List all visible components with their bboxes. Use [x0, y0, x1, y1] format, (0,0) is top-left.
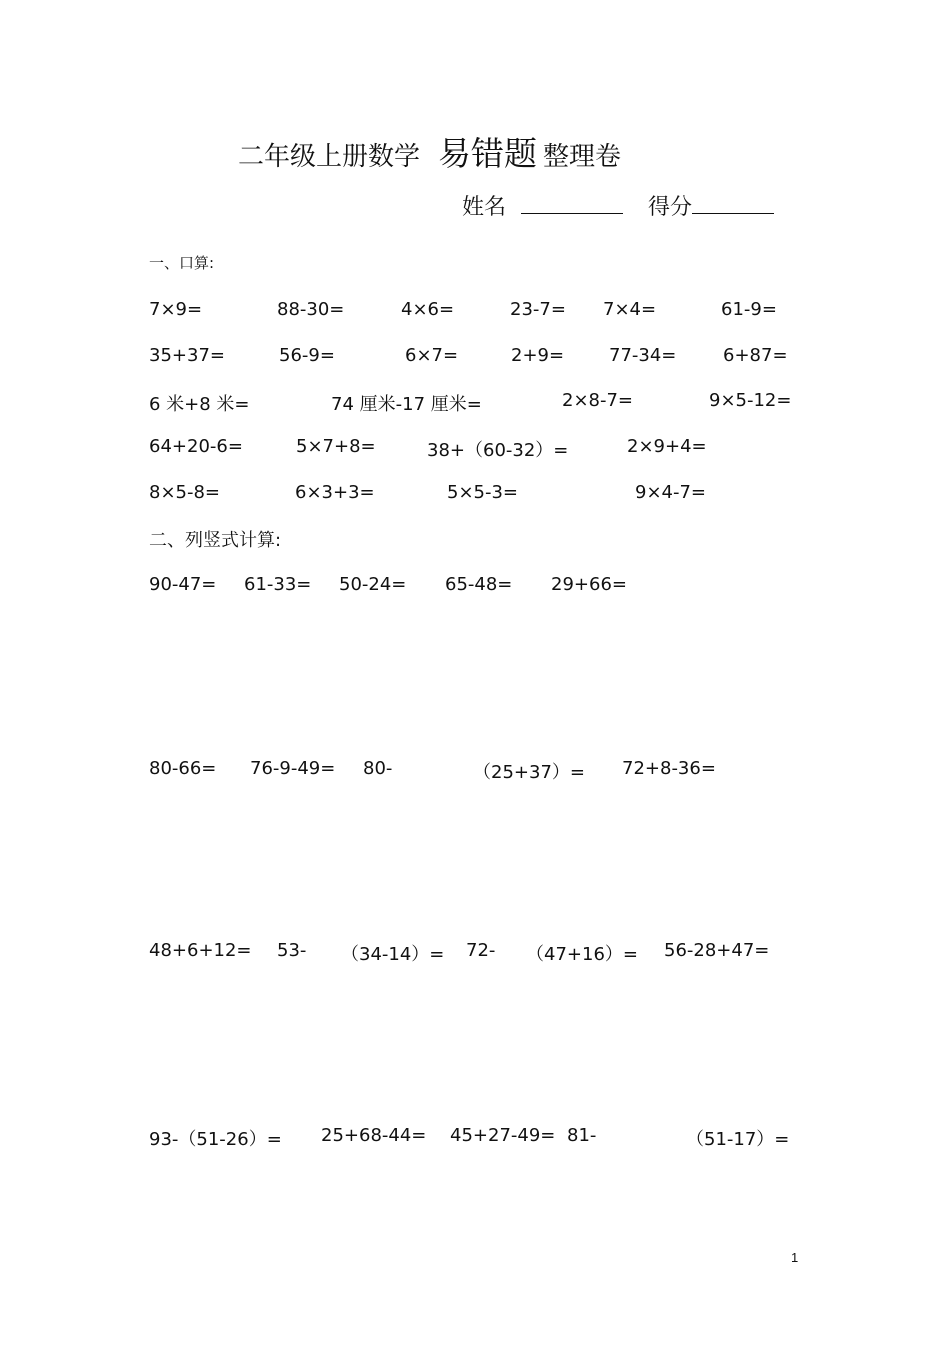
oral-problem: 2×8-7=	[562, 390, 634, 411]
oral-problem: 9×5-12=	[709, 390, 792, 411]
oral-problem: 5×7+8=	[296, 436, 376, 457]
vertical-problem: 90-47=	[149, 574, 217, 595]
oral-problem: 2+9=	[511, 345, 565, 366]
vertical-problem: 80-66=	[149, 758, 217, 779]
vertical-problem: 61-33=	[244, 574, 312, 595]
title-suffix: 整理卷	[543, 142, 622, 172]
vertical-problem: 80-	[363, 758, 393, 779]
vertical-problem: 81-	[567, 1125, 597, 1146]
vertical-problem: 25+68-44=	[321, 1125, 427, 1146]
title-grade-subject: 二年级上册数学	[238, 142, 421, 172]
oral-problem: 77-34=	[609, 345, 677, 366]
oral-problem: 56-9=	[279, 345, 335, 366]
oral-problem: 88-30=	[277, 299, 345, 320]
vertical-problem: 93-（51-26）=	[149, 1129, 282, 1150]
oral-problem: 8×5-8=	[149, 482, 221, 503]
oral-problem: 6+87=	[723, 345, 788, 366]
vertical-problem: 76-9-49=	[250, 758, 336, 779]
oral-problem: 2×9+4=	[627, 436, 707, 457]
section2-heading: 二、列竖式计算:	[149, 530, 282, 551]
vertical-problem: 65-48=	[445, 574, 513, 595]
vertical-problem: （25+37）=	[473, 762, 585, 783]
score-blank[interactable]	[692, 193, 774, 214]
page-title	[238, 128, 621, 175]
oral-problem: 9×4-7=	[635, 482, 707, 503]
vertical-problem: 53-	[277, 940, 307, 961]
oral-problem: 6×3+3=	[295, 482, 375, 503]
oral-problem: 6 米+8 米=	[149, 394, 250, 415]
name-score-row	[462, 190, 774, 221]
vertical-problem: 45+27-49=	[450, 1125, 556, 1146]
oral-problem: 7×9=	[149, 299, 203, 320]
vertical-problem: （34-14）=	[341, 944, 445, 965]
title-emphasis: 易错题	[438, 134, 538, 173]
section1-heading: 一、口算:	[149, 254, 215, 272]
oral-problem: 23-7=	[510, 299, 566, 320]
vertical-problem: 56-28+47=	[664, 940, 770, 961]
page-number: 1	[791, 1250, 799, 1265]
vertical-problem: （51-17）=	[686, 1129, 790, 1150]
oral-problem: 5×5-3=	[447, 482, 519, 503]
name-label: 姓名	[462, 195, 507, 220]
vertical-problem: 72+8-36=	[622, 758, 716, 779]
vertical-problem: 29+66=	[551, 574, 627, 595]
oral-problem: 61-9=	[721, 299, 777, 320]
oral-problem: 74 厘米-17 厘米=	[331, 394, 482, 415]
oral-problem: 7×4=	[603, 299, 657, 320]
oral-problem: 6×7=	[405, 345, 459, 366]
vertical-problem: （47+16）=	[526, 944, 638, 965]
score-label: 得分	[648, 195, 693, 220]
vertical-problem: 48+6+12=	[149, 940, 252, 961]
vertical-problem: 50-24=	[339, 574, 407, 595]
oral-problem: 64+20-6=	[149, 436, 243, 457]
name-blank[interactable]	[521, 193, 623, 214]
oral-problem: 38+（60-32）=	[427, 440, 569, 461]
vertical-problem: 72-	[466, 940, 496, 961]
oral-problem: 4×6=	[401, 299, 455, 320]
oral-problem: 35+37=	[149, 345, 225, 366]
